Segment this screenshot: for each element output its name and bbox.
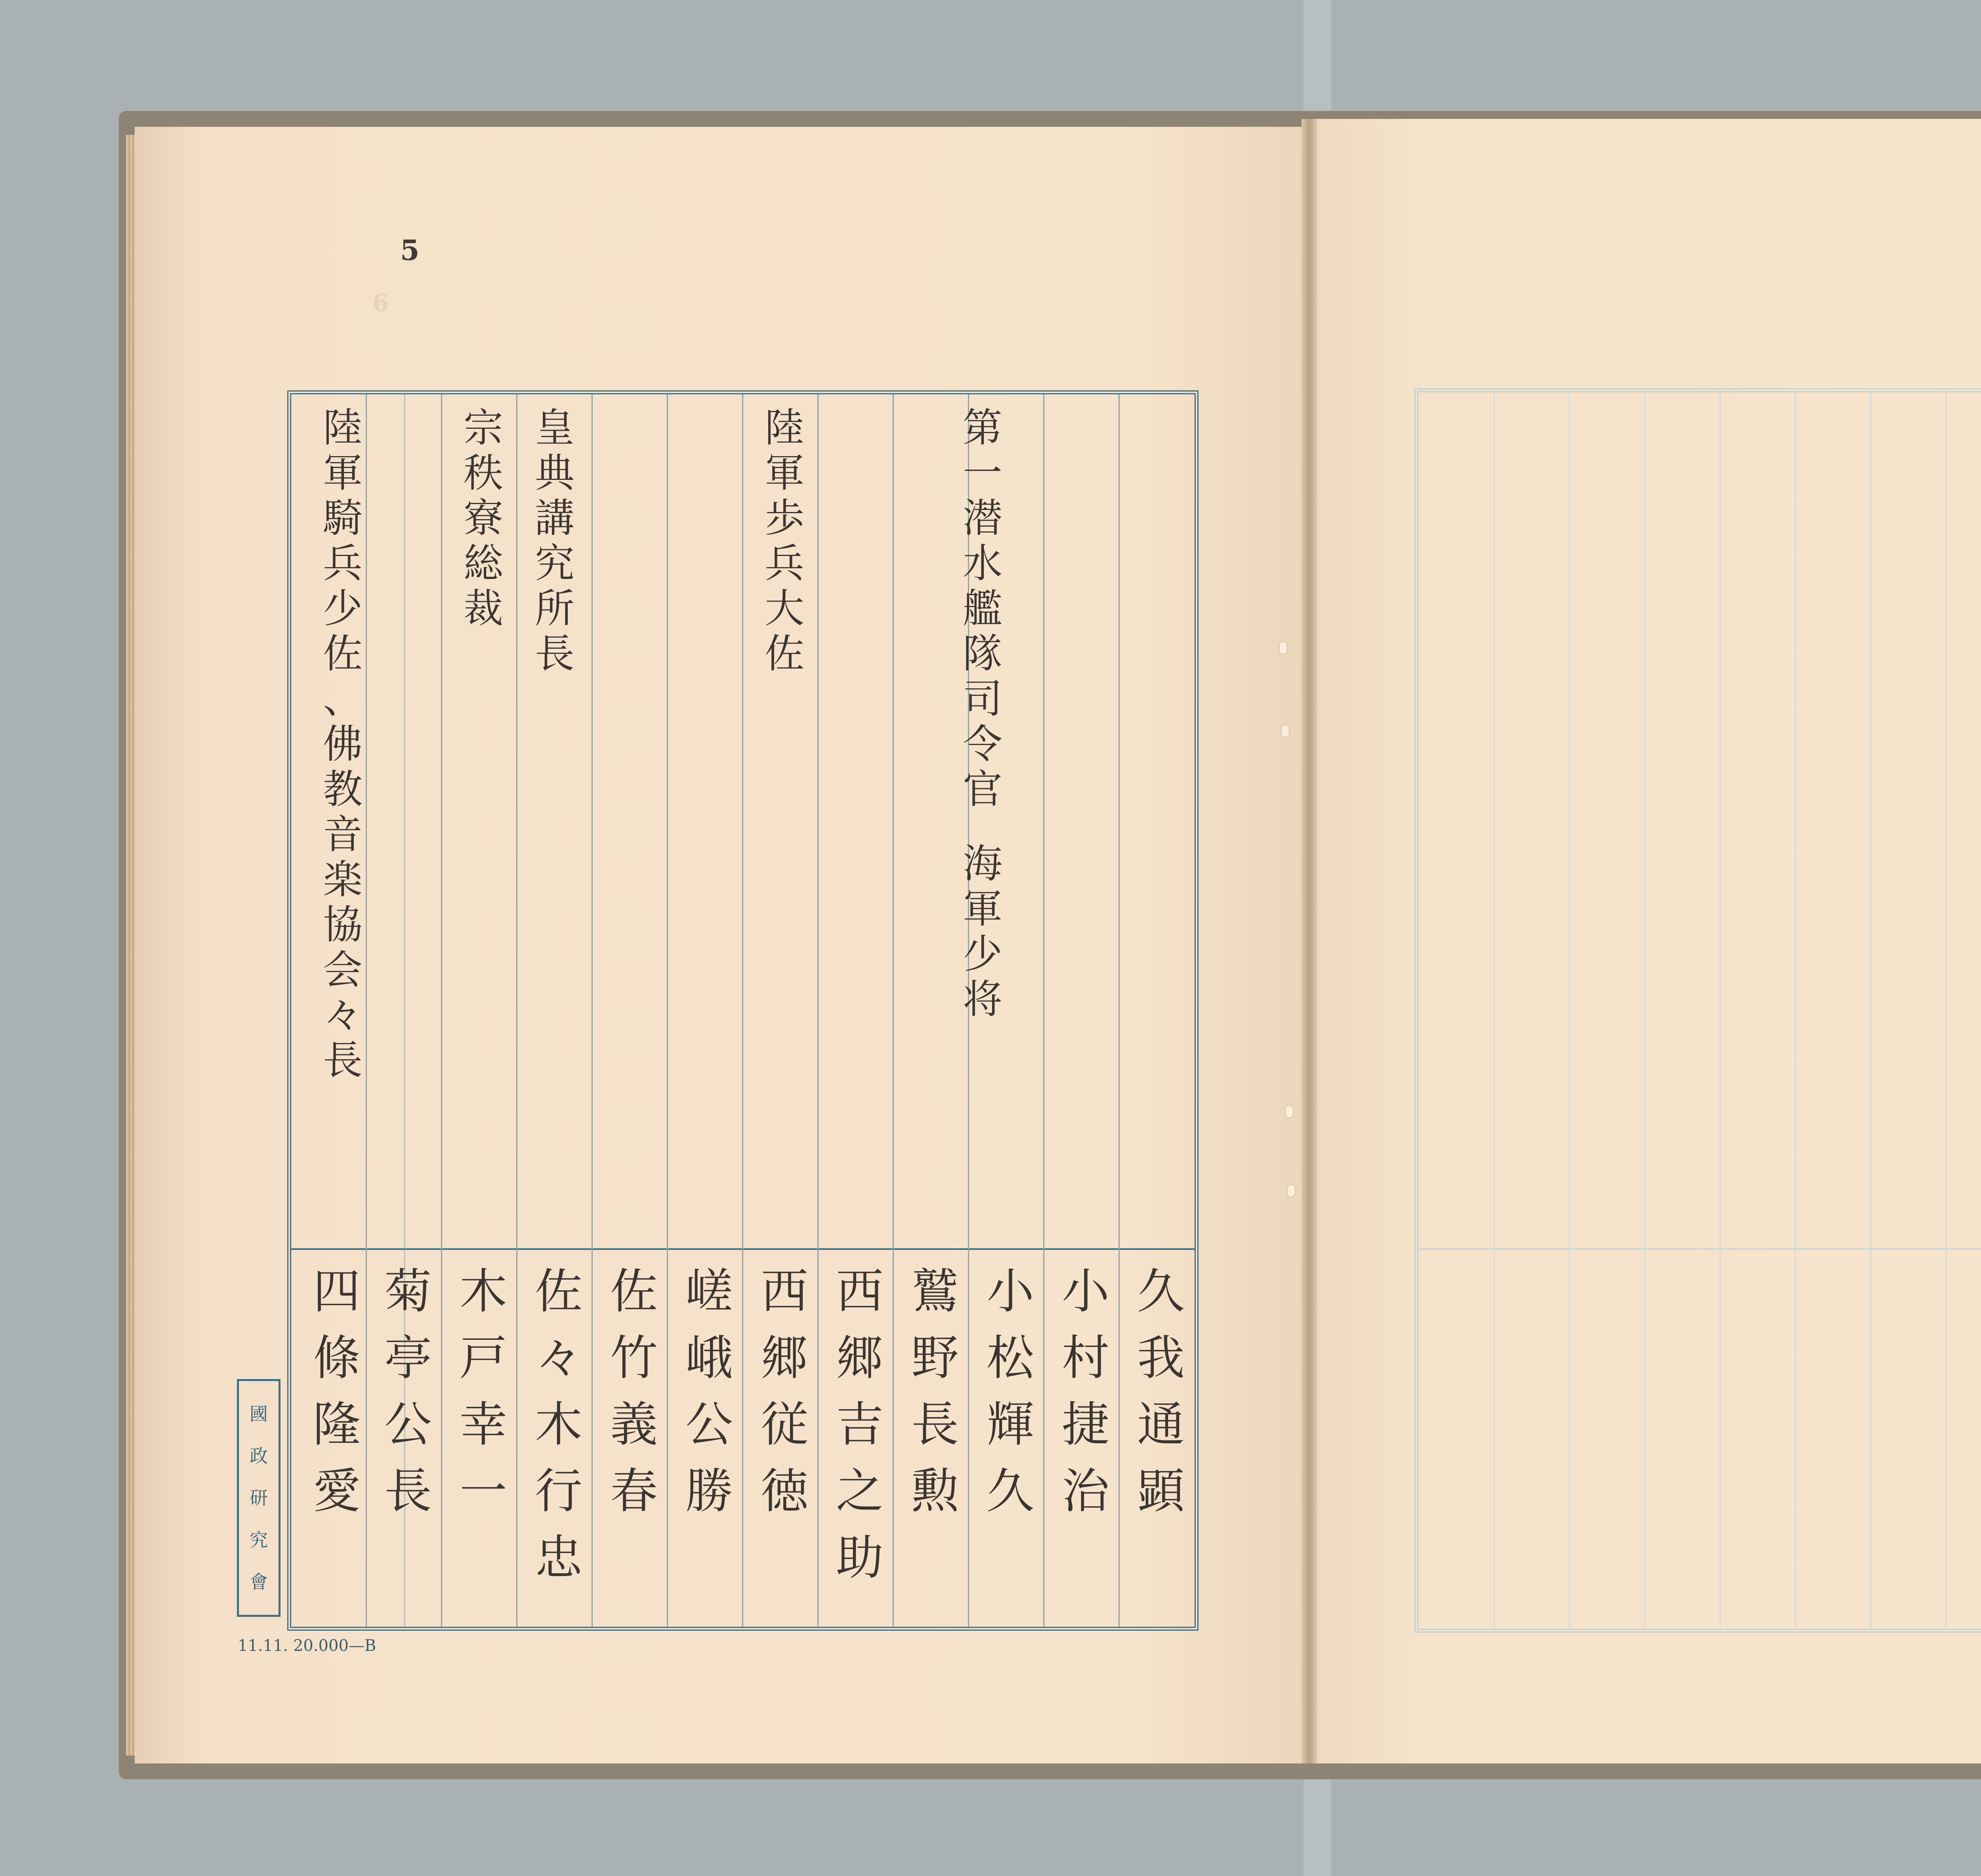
column-rule — [1945, 392, 1947, 1629]
title-char: 歩 — [765, 495, 804, 541]
form-divider — [1418, 1248, 1981, 1250]
bleed-through-form — [1414, 388, 1981, 1633]
name-char: 隆 — [313, 1397, 361, 1452]
name-char: 菊 — [384, 1264, 432, 1319]
name-char: 久 — [1137, 1264, 1185, 1319]
stamp-char: 政 — [250, 1445, 268, 1467]
name-char: 々 — [535, 1331, 582, 1386]
name-char: 顕 — [1137, 1464, 1185, 1519]
page-number: 5 — [400, 234, 420, 267]
name-char: 戸 — [460, 1331, 507, 1386]
stamp-char: 會 — [250, 1571, 268, 1593]
binding-hole — [1280, 642, 1287, 654]
title-char: 軍 — [765, 450, 804, 496]
stamp-char: 究 — [250, 1529, 268, 1551]
name-column — [679, 1264, 739, 1534]
title-char: 陸 — [323, 405, 363, 451]
name-char: 長 — [911, 1397, 959, 1452]
publisher-stamp — [237, 1379, 281, 1617]
stamp-char: 國 — [250, 1403, 268, 1425]
title-char: 騎 — [323, 495, 363, 541]
stamp-char: 研 — [250, 1487, 268, 1509]
name-char: 通 — [1137, 1397, 1185, 1452]
column-rule — [1494, 392, 1495, 1629]
column-rule — [441, 394, 442, 1627]
name-char: 行 — [535, 1464, 582, 1519]
title-char: 長 — [323, 1037, 363, 1083]
name-char: 春 — [610, 1464, 658, 1519]
title-char: 皇 — [535, 405, 574, 451]
title-char: 佐 — [765, 630, 804, 677]
title-char: 々 — [323, 992, 363, 1038]
column-rule — [817, 394, 819, 1627]
column-rule — [1118, 394, 1120, 1627]
column-rule — [1795, 392, 1796, 1629]
title-char: 協 — [323, 902, 363, 948]
title-char: 令 — [963, 721, 1002, 767]
title-char: 総 — [464, 540, 503, 586]
name-char: 郷 — [836, 1331, 884, 1386]
title-column — [755, 405, 814, 679]
title-char: 陸 — [765, 405, 804, 451]
name-char: 公 — [384, 1397, 432, 1452]
title-char: 兵 — [323, 540, 363, 586]
name-char: 木 — [535, 1397, 582, 1452]
name-char: 佐 — [535, 1264, 582, 1319]
name-char: 我 — [1137, 1331, 1185, 1386]
title-char: 音 — [323, 811, 363, 858]
title-char: 軍 — [323, 450, 363, 496]
column-rule — [592, 394, 593, 1627]
title-char: 佐 — [323, 630, 363, 677]
binding-hole — [1286, 1106, 1293, 1118]
title-char: 第 — [963, 405, 1002, 451]
column-rule — [516, 394, 517, 1627]
name-column — [905, 1264, 965, 1534]
name-char: 松 — [987, 1331, 1034, 1386]
name-char: 徳 — [761, 1464, 808, 1519]
name-char: 勝 — [685, 1464, 733, 1519]
name-char: 小 — [1062, 1264, 1109, 1319]
title-char: 寮 — [464, 495, 503, 541]
name-char: 野 — [911, 1331, 959, 1386]
title-char: 楽 — [323, 856, 363, 903]
column-rule — [1644, 392, 1645, 1629]
title-column — [454, 405, 513, 634]
title-char: 宗 — [464, 405, 503, 451]
column-rule — [1043, 394, 1044, 1627]
column-rule — [893, 394, 894, 1627]
name-char: 従 — [761, 1397, 808, 1452]
title-char: 兵 — [765, 540, 804, 586]
name-char: 嵯 — [685, 1264, 733, 1319]
title-char: 佛 — [323, 721, 363, 767]
name-char: 久 — [987, 1464, 1034, 1519]
binding-hole — [1288, 1185, 1295, 1197]
column-rule — [1870, 392, 1871, 1629]
name-char: 四 — [313, 1264, 361, 1319]
name-char: 捷 — [1062, 1397, 1109, 1452]
title-char: 少 — [963, 931, 1002, 977]
name-char: 峨 — [685, 1331, 733, 1386]
name-char: 木 — [460, 1264, 507, 1319]
name-char: 村 — [1062, 1331, 1109, 1386]
title-char: 長 — [535, 630, 574, 677]
title-char: 大 — [765, 585, 804, 632]
title-char: 所 — [535, 585, 574, 632]
title-char: 水 — [963, 540, 1002, 586]
column-rule — [1720, 392, 1721, 1629]
name-char: 一 — [460, 1464, 507, 1519]
name-column — [454, 1264, 513, 1534]
title-column — [953, 405, 1012, 1025]
title-char: 潜 — [963, 495, 1002, 541]
name-char: 幸 — [460, 1397, 507, 1452]
title-char: 少 — [323, 585, 363, 632]
name-column — [378, 1264, 438, 1534]
title-column — [525, 405, 584, 679]
column-rule — [667, 394, 668, 1627]
title-column — [313, 405, 372, 1086]
name-char: 條 — [313, 1331, 361, 1386]
title-char: 典 — [535, 450, 574, 496]
column-rule — [1569, 392, 1570, 1629]
name-column — [1131, 1264, 1191, 1534]
name-char: 公 — [685, 1397, 733, 1452]
name-char: 之 — [836, 1464, 884, 1519]
name-column — [529, 1264, 588, 1601]
title-char: 、 — [323, 676, 363, 722]
name-char: 竹 — [610, 1331, 658, 1386]
name-char: 助 — [836, 1530, 884, 1586]
name-column — [604, 1264, 664, 1534]
name-char: 勲 — [911, 1464, 959, 1519]
title-char: 裁 — [464, 585, 503, 632]
title-char: 講 — [535, 495, 574, 541]
title-char: 隊 — [963, 630, 1002, 677]
name-char: 鷲 — [911, 1264, 959, 1319]
name-char: 治 — [1062, 1464, 1109, 1519]
title-char: 将 — [963, 976, 1002, 1022]
name-column — [830, 1264, 889, 1601]
name-char: 亭 — [384, 1331, 432, 1386]
title-char: 教 — [323, 766, 363, 812]
name-char: 吉 — [836, 1397, 884, 1452]
name-char: 長 — [384, 1464, 432, 1519]
name-char: 小 — [987, 1264, 1034, 1319]
print-code: 11.11. 20.000—B — [238, 1637, 376, 1655]
title-char: 司 — [963, 676, 1002, 722]
name-char: 輝 — [987, 1397, 1034, 1452]
book-gutter — [1302, 119, 1317, 1763]
name-column — [981, 1264, 1040, 1534]
name-char: 佐 — [610, 1264, 658, 1319]
form-divider — [291, 1248, 1195, 1250]
title-char: 官 — [963, 766, 1002, 812]
title-char: 軍 — [963, 886, 1002, 932]
ghost-page-number: 6 — [372, 289, 389, 317]
binding-hole — [1282, 725, 1289, 737]
name-column — [1056, 1264, 1115, 1534]
title-char: 究 — [535, 540, 574, 586]
name-char: 郷 — [761, 1331, 808, 1386]
name-char: 西 — [761, 1264, 808, 1319]
title-char: 秩 — [464, 450, 503, 496]
name-char: 義 — [610, 1397, 658, 1452]
name-column — [755, 1264, 814, 1534]
name-char: 愛 — [313, 1464, 361, 1519]
name-column — [307, 1264, 366, 1534]
title-char: 会 — [323, 947, 363, 993]
column-rule — [742, 394, 743, 1627]
title-char: 艦 — [963, 585, 1002, 632]
title-char: 一 — [963, 450, 1002, 496]
name-char: 西 — [836, 1264, 884, 1319]
name-char: 忠 — [535, 1530, 582, 1586]
title-char: 海 — [963, 841, 1002, 887]
